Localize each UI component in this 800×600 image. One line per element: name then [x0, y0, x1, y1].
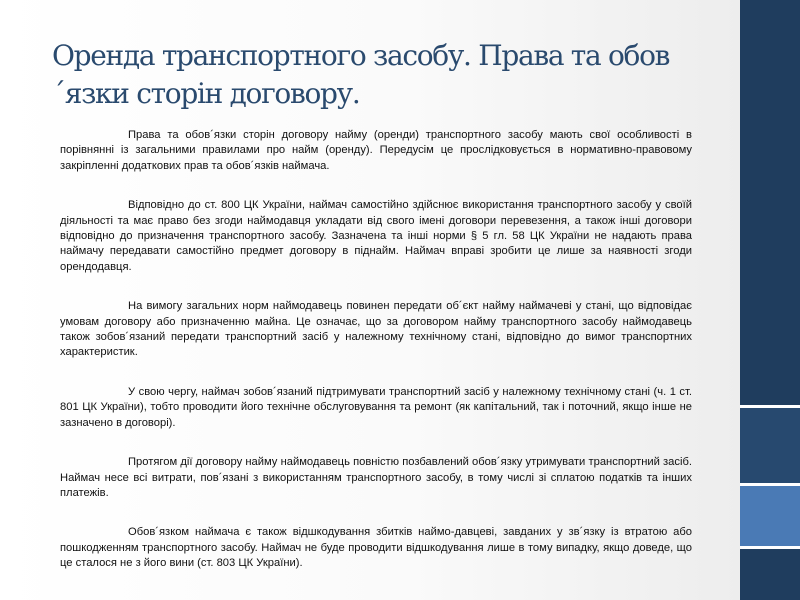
- paragraph-rights-overview: Права та обов´язки сторін договору найму (оренди) транспортного засобу мають свої особливості в порівнянні із загальними правилами про найм (оренду). Передусім це прослідковується в нормативно-правовому закріпленні додаткових прав та обов´язків наймача.: [60, 129, 692, 172]
- paragraph-landlord-no-upkeep: Протягом дії договору найму наймодавець повністю позбавлений обов´язку утримувати транспортний засіб. Наймач несе всі витрати, пов´язані з використанням транспортного засобу, в тому числі зі сплатою податків та інших платежів.: [60, 456, 692, 499]
- slide-body: [60, 128, 692, 596]
- sidebar-accent-block: [740, 486, 800, 546]
- paragraph-tenant-maintenance-duty: У свою чергу, наймач зобов´язаний підтримувати транспортний засіб у належному технічному стані (ч. 1 ст. 801 ЦК України), тобто проводити його технічне обслуговування та ремонт (як капітальний, так і поточний, якщо інше не зазначено в договорі).: [60, 385, 692, 429]
- paragraph-landlord-transfer-duty: На вимогу загальних норм наймодавець повинен передати об´єкт найму наймачеві у стані, що відповідає умовам договору або призначенню майна. Це означає, що за договором найму транспортного засобу наймодавець також зобов´язаний передати транспортний засіб у належному технічному стані, відповідно до вимог транспортних характеристик.: [60, 300, 692, 359]
- sidebar-dark-stripe: [740, 0, 800, 405]
- paragraph-damage-compensation: Обов´язком наймача є також відшкодування збитків наймо-давцеві, завданих у зв´язку із втратою або пошкодженням транспортного засобу. Наймач не буде проводити відшкодування лише в тому випадку, якщо доведе, що це сталося не з його вини (ст. 803 ЦК України).: [60, 526, 692, 570]
- sidebar-mid-stripe: [740, 408, 800, 483]
- slide-title: Оренда транспортного засобу. Права та обов´язки сторін договору.: [52, 39, 670, 110]
- sidebar-bottom-stripe: [740, 549, 800, 600]
- decorative-sidebar: [740, 0, 800, 600]
- paragraph-tenant-use-article-800: Відповідно до ст. 800 ЦК України, наймач самостійно здійснює використання транспортного засобу у своїй діяльності та має право без згоди наймодавця укладати від свого імені договори перевезення, а також інші договори відповідно до призначення транспортного засобу. Зазначена та інші норми § 5 гл. 58 ЦК України не надають права наймачу передавати самостійно предмет договору в піднайм. Наймач вправі зробити це лише за наявності згоди орендодавця.: [60, 199, 692, 273]
